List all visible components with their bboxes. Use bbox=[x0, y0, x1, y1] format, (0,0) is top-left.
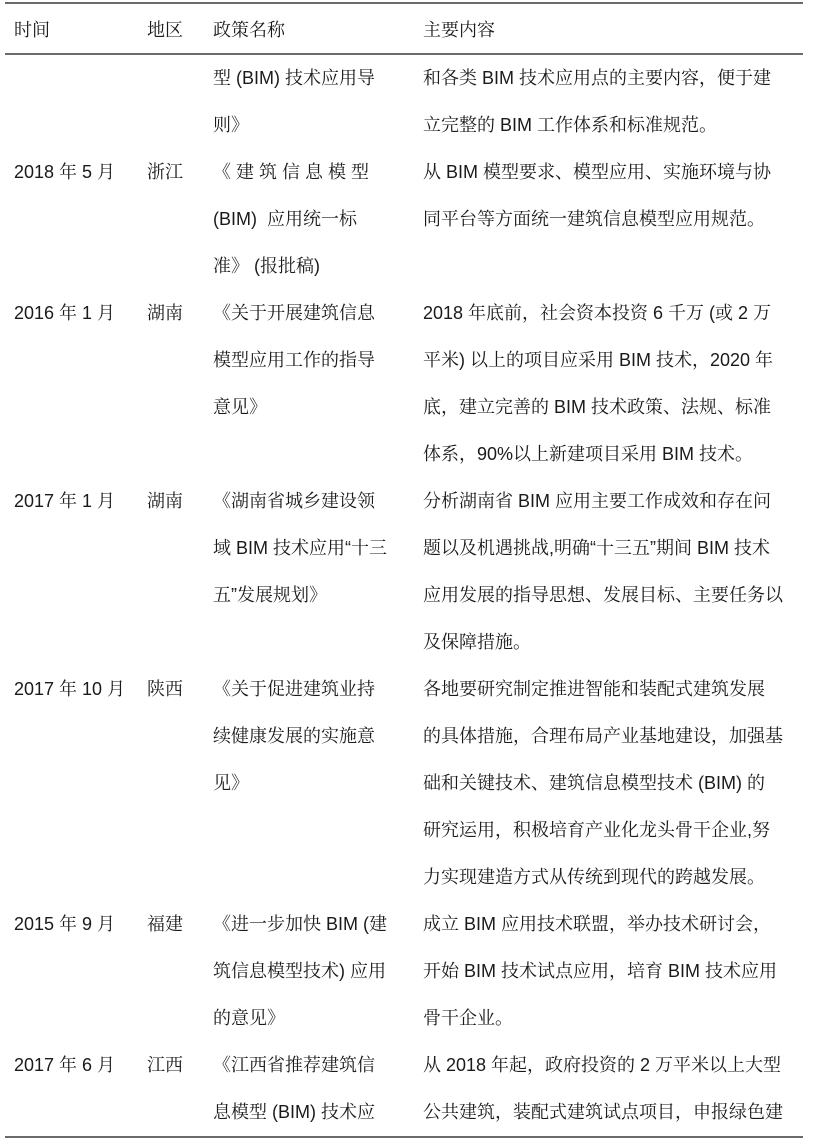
region-text-line bbox=[147, 55, 208, 102]
content-text-line: 从 BIM 模型要求、模型应用、实施环境与协 bbox=[423, 162, 772, 182]
column-header-main-content: 主要内容 bbox=[418, 3, 803, 54]
content-text-line: 底，建立完善的 BIM 技术政策、法规、标准 bbox=[423, 397, 772, 417]
content-text-line: 力实现建造方式从传统到现代的跨越发展。 bbox=[423, 867, 765, 887]
content-text-line: 及保障措施。 bbox=[423, 632, 531, 652]
cell-content bbox=[418, 1042, 803, 1137]
policy-text-line: 五”发展规划》 bbox=[213, 585, 327, 605]
cell-content bbox=[418, 290, 803, 478]
content-text-line: 题以及机遇挑战,明确“十三五”期间 BIM 技术 bbox=[423, 538, 770, 558]
cell-policy bbox=[208, 149, 418, 290]
cell-content bbox=[418, 54, 803, 149]
cell-region bbox=[142, 1042, 208, 1137]
cell-time bbox=[5, 478, 142, 666]
policy-text-line: 准》 (报批稿) bbox=[213, 256, 320, 276]
table-row bbox=[5, 1042, 803, 1137]
table-row bbox=[5, 149, 803, 290]
content-text-line: 应用发展的指导思想、发展目标、主要任务以 bbox=[423, 585, 783, 605]
policy-text-line: 意见》 bbox=[213, 397, 267, 417]
cell-region bbox=[142, 666, 208, 901]
policy-text-line: 息模型 (BIM) 技术应 bbox=[213, 1102, 375, 1122]
column-header-region: 地区 bbox=[142, 3, 208, 54]
table-row bbox=[5, 290, 803, 478]
column-header-policy-name: 政策名称 bbox=[208, 3, 418, 54]
cell-policy bbox=[208, 478, 418, 666]
content-text-line: 体系，90%以上新建项目采用 BIM 技术。 bbox=[423, 444, 754, 464]
time-text-line: 2016 年 1 月 bbox=[14, 303, 116, 323]
bim-policy-table bbox=[5, 2, 803, 1138]
content-text-line: 同平台等方面统一建筑信息模型应用规范。 bbox=[423, 209, 765, 229]
content-text-line: 立完整的 BIM 工作体系和标准规范。 bbox=[423, 115, 718, 135]
cell-policy bbox=[208, 1042, 418, 1137]
policy-text-line: 《江西省推荐建筑信 bbox=[213, 1055, 375, 1075]
cell-time bbox=[5, 290, 142, 478]
content-text-line: 骨干企业。 bbox=[423, 1008, 513, 1028]
content-text-line: 成立 BIM 应用技术联盟，举办技术研讨会， bbox=[423, 914, 772, 934]
policy-text-line: 的意见》 bbox=[213, 1008, 285, 1028]
policy-text-line: 则》 bbox=[213, 115, 249, 135]
content-text-line: 从 2018 年起，政府投资的 2 万平米以上大型 bbox=[423, 1055, 782, 1075]
content-text-line: 开始 BIM 技术试点应用，培育 BIM 技术应用 bbox=[423, 961, 778, 981]
time-text-line: 2017 年 6 月 bbox=[14, 1055, 116, 1075]
cell-policy bbox=[208, 666, 418, 901]
column-header-time: 时间 bbox=[5, 3, 142, 54]
policy-text-line: 《关于开展建筑信息 bbox=[213, 303, 375, 323]
policy-text-line: 域 BIM 技术应用“十三 bbox=[213, 538, 387, 558]
cell-time bbox=[5, 666, 142, 901]
region-text-line: 湖南 bbox=[147, 303, 183, 323]
cell-region bbox=[142, 290, 208, 478]
content-text-line: 平米) 以上的项目应采用 BIM 技术，2020 年 bbox=[423, 350, 774, 370]
time-text-line: 2015 年 9 月 bbox=[14, 914, 116, 934]
content-text-line: 各地要研究制定推进智能和装配式建筑发展 bbox=[423, 679, 765, 699]
time-text-line: 2017 年 1 月 bbox=[14, 491, 116, 511]
table-body bbox=[5, 54, 803, 1137]
table-row bbox=[5, 666, 803, 901]
region-text-line: 陕西 bbox=[147, 679, 183, 699]
content-text-line: 础和关键技术、建筑信息模型技术 (BIM) 的 bbox=[423, 773, 765, 793]
cell-content bbox=[418, 149, 803, 290]
policy-text-line: 筑信息模型技术) 应用 bbox=[213, 961, 386, 981]
cell-content bbox=[418, 901, 803, 1042]
cell-time bbox=[5, 1042, 142, 1137]
cell-content bbox=[418, 666, 803, 901]
region-text-line: 浙江 bbox=[147, 162, 183, 182]
time-text-line: 2017 年 10 月 bbox=[14, 679, 126, 699]
content-text-line: 的具体措施，合理布局产业基地建设，加强基 bbox=[423, 726, 783, 746]
table-row bbox=[5, 478, 803, 666]
table-row bbox=[5, 54, 803, 149]
cell-content bbox=[418, 478, 803, 666]
policy-text-line: (BIM) 应用统一标 bbox=[213, 209, 357, 229]
policy-text-line: 模型应用工作的指导 bbox=[213, 350, 375, 370]
time-text-line: 2018 年 5 月 bbox=[14, 162, 116, 182]
content-text-line: 和各类 BIM 技术应用点的主要内容，便于建 bbox=[423, 68, 772, 88]
policy-text-line: 《关于促进建筑业持 bbox=[213, 679, 375, 699]
cell-time bbox=[5, 149, 142, 290]
table-row bbox=[5, 901, 803, 1042]
cell-policy bbox=[208, 901, 418, 1042]
policy-text-line: 《 建 筑 信 息 模 型 bbox=[213, 162, 370, 182]
cell-time bbox=[5, 901, 142, 1042]
content-text-line: 研究运用，积极培育产业化龙头骨干企业,努 bbox=[423, 820, 770, 840]
region-text-line: 江西 bbox=[147, 1055, 183, 1075]
cell-policy bbox=[208, 54, 418, 149]
policy-text-line: 《湖南省城乡建设领 bbox=[213, 491, 375, 511]
region-text-line: 湖南 bbox=[147, 491, 183, 511]
policy-text-line: 《进一步加快 BIM (建 bbox=[213, 914, 387, 934]
policy-text-line: 续健康发展的实施意 bbox=[213, 726, 375, 746]
content-text-line: 2018 年底前，社会资本投资 6 千万 (或 2 万 bbox=[423, 303, 772, 323]
table-header-row bbox=[5, 3, 803, 54]
policy-text-line: 型 (BIM) 技术应用导 bbox=[213, 68, 375, 88]
region-text-line: 福建 bbox=[147, 914, 183, 934]
cell-region bbox=[142, 149, 208, 290]
content-text-line: 公共建筑，装配式建筑试点项目，申报绿色建 bbox=[423, 1102, 783, 1122]
policy-text-line: 见》 bbox=[213, 773, 249, 793]
cell-region bbox=[142, 901, 208, 1042]
cell-region bbox=[142, 54, 208, 149]
content-text-line: 分析湖南省 BIM 应用主要工作成效和存在问 bbox=[423, 491, 772, 511]
cell-region bbox=[142, 478, 208, 666]
cell-time bbox=[5, 54, 142, 149]
cell-policy bbox=[208, 290, 418, 478]
time-text-line bbox=[14, 55, 142, 102]
